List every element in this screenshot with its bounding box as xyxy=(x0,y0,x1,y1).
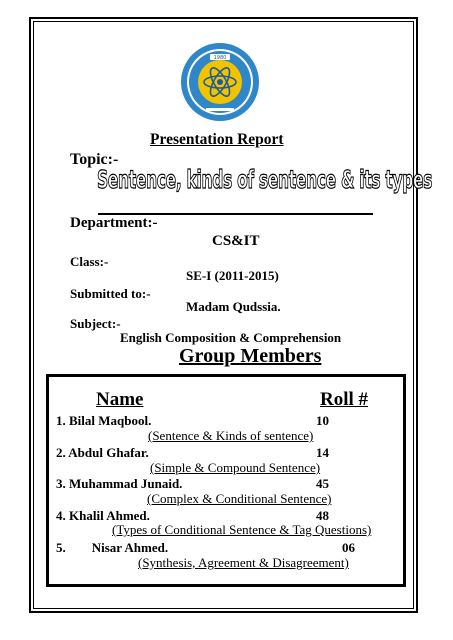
member-roll: 06 xyxy=(342,540,355,555)
report-title: Presentation Report xyxy=(150,131,284,148)
member-roll: 48 xyxy=(316,508,329,523)
submitted-to-value: Madam Qudssia. xyxy=(186,299,281,314)
member-name: 5. Nisar Ahmed. xyxy=(56,540,169,555)
class-label: Class:- xyxy=(70,254,109,269)
member-topic: (Complex & Conditional Sentence) xyxy=(147,491,332,506)
member-topic: (Types of Conditional Sentence & Tag Questions) xyxy=(112,522,372,537)
member-name: 1. Bilal Maqbool. xyxy=(56,413,152,428)
university-logo xyxy=(180,42,260,122)
member-roll: 10 xyxy=(316,413,329,428)
member-name: 4. Khalil Ahmed. xyxy=(56,508,150,523)
subject-label: Subject:- xyxy=(70,316,121,331)
member-roll: 14 xyxy=(316,445,329,460)
member-roll: 45 xyxy=(316,476,329,491)
member-topic: (Sentence & Kinds of sentence) xyxy=(148,428,314,443)
topic-title: Sentence, kinds of sentence & its types xyxy=(97,165,433,194)
department-label: Department:- xyxy=(70,215,158,231)
members-header-roll: Roll # xyxy=(320,389,369,410)
department-value: CS&IT xyxy=(212,233,260,249)
member-name: 2. Abdul Ghafar. xyxy=(56,445,149,460)
members-header-name: Name xyxy=(96,389,144,410)
submitted-to-label: Submitted to:- xyxy=(70,286,151,301)
logo-year: 1980 xyxy=(213,55,227,61)
member-topic: (Synthesis, Agreement & Disagreement) xyxy=(138,555,349,570)
subject-value: English Composition & Comprehension xyxy=(120,330,342,345)
topic-label: Topic:- xyxy=(70,151,119,168)
member-name: 3. Muhammad Junaid. xyxy=(56,476,183,491)
class-value: SE-I (2011-2015) xyxy=(186,268,279,283)
member-topic: (Simple & Compound Sentence) xyxy=(150,460,321,475)
group-members-title: Group Members xyxy=(179,345,322,367)
